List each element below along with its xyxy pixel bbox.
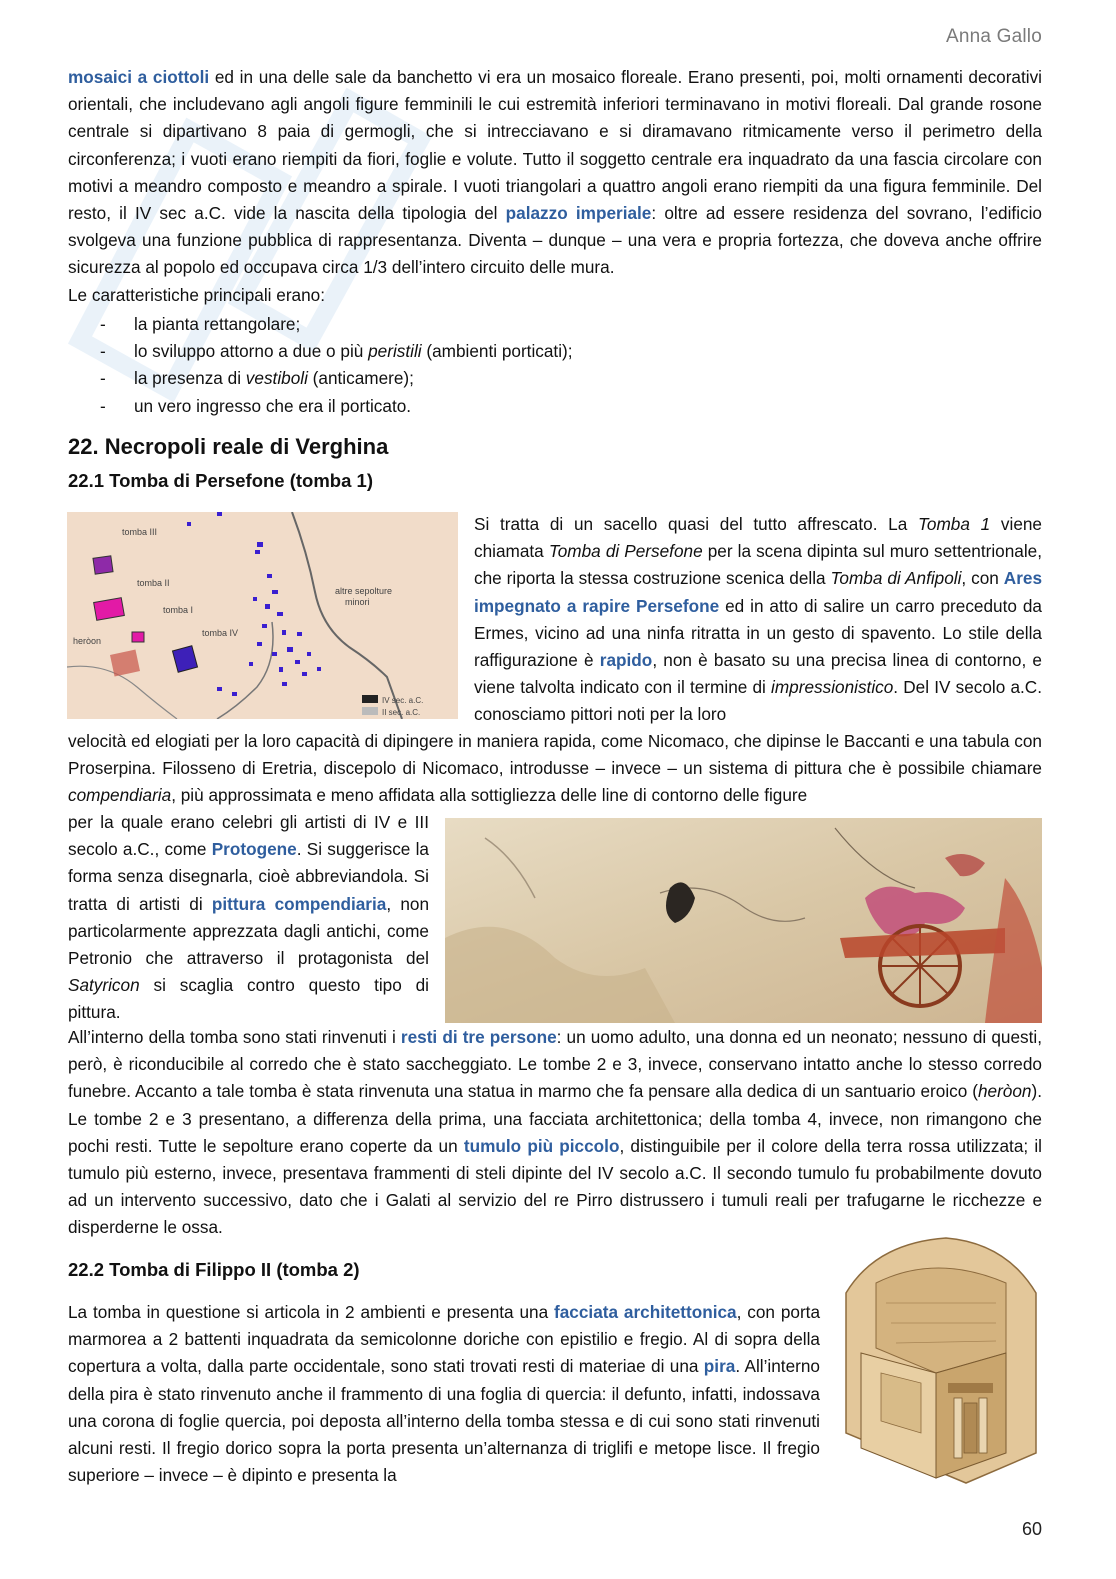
highlight-term: Ares impegnato a rapire Persefone xyxy=(474,568,1042,616)
text-run: , non è basato su una precisa linea di contorno, e viene talvolta indicato con il termine di xyxy=(474,650,1042,698)
highlight-term: pittura compendiaria xyxy=(211,893,387,914)
tomb-frieze xyxy=(948,1383,993,1393)
list-item xyxy=(100,311,900,338)
subsection-heading: 22.1 Tomba di Persefone (tomba 1) xyxy=(68,470,373,491)
text-run: . Del IV secolo a.C. conosciamo pittori noti per la loro xyxy=(474,677,1042,725)
text-run: si scaglia contro questo tipo di pittura. xyxy=(68,975,429,1023)
header-author: Anna Gallo xyxy=(945,26,1042,47)
section-heading: 22. Necropoli reale di Verghina xyxy=(68,434,389,459)
text-run: Si tratta di un sacello quasi del tutto affrescato. La xyxy=(474,514,919,534)
list-item xyxy=(100,338,900,365)
tomb-column xyxy=(954,1398,962,1458)
tomb-1-marker xyxy=(132,632,144,642)
text-run: . Si suggerisce la forma senza disegnarla, cioè abbreviandola. Si tratta di artisti di xyxy=(68,839,429,914)
persefone-paragraph-left-column xyxy=(68,809,429,1027)
text-run: viene chiamata xyxy=(474,514,1042,562)
text-run: : un uomo adulto, una donna ed un neonato; nessuno di questi, però, è riconducibile al corredo che è stato saccheggiato. Le tombe 2 e 3, invece, conservano intatto anche lo stesso corredo funebre. Accanto a tale tomba è stata rinvenuta una statua in marmo che fa pensare alla dedica di un santuario eroico ( xyxy=(68,1027,1042,1102)
italic-term: Tomba di Persefone xyxy=(548,541,703,562)
highlight-term: resti di tre persone xyxy=(400,1027,557,1047)
map-label-heroon: heròon xyxy=(73,636,102,646)
philip-tomb-paragraph xyxy=(68,1299,820,1489)
text-run: ). Le tombe 2 e 3 presentano, a differenza della prima, una facciata architettonica; della tomba 4, invece, non rimangono che pochi resti. Tutte le sepolture erano coperte da un xyxy=(68,1081,1042,1156)
text-run: lo sviluppo attorno a due o più xyxy=(134,341,369,362)
list-item-text: la pianta rettangolare; xyxy=(134,314,301,334)
map-label-tomba2: tomba II xyxy=(137,578,170,588)
text-run: (anticamere); xyxy=(307,368,414,389)
text-run: la presenza di xyxy=(134,368,246,389)
highlight-term: tumulo più piccolo xyxy=(463,1135,620,1156)
italic-term: Tomba di Anfipoli xyxy=(830,568,962,589)
tomb-philip-illustration xyxy=(836,1233,1042,1485)
italic-term: impressionistico xyxy=(771,677,894,698)
tomb-3-marker xyxy=(93,556,113,574)
persephone-fresco-figure xyxy=(445,818,1042,1023)
text-run: per la quale erano celebri gli artisti di IV e III secolo a.C., come xyxy=(68,812,429,860)
tomb-philip-illustration-figure xyxy=(836,1233,1042,1485)
highlight-term: pira xyxy=(703,1356,736,1377)
persefone-paragraph-full xyxy=(68,728,1042,810)
bullet-dash: - xyxy=(100,368,106,389)
text-run: Le caratteristiche principali erano: xyxy=(68,284,325,305)
intro-paragraph xyxy=(68,64,1042,309)
italic-term: Satyricon xyxy=(68,975,140,996)
legend-label-1: IV sec. a.C. xyxy=(382,696,424,705)
list-item-text: un vero ingresso che era il porticato. xyxy=(134,395,412,416)
text-run: per la scena dipinta sul muro settentrionale, che riporta la stessa costruzione scenica della xyxy=(474,541,1042,589)
text-run: , distinguibile per il colore della terra rossa utilizzata; il tumulo più esterno, invece, presentava frammenti di steli dipinte del IV secolo a.C. Il secondo tumulo fu probabilmente dovuto ad un intervento successivo, dato che i Galati al servizio del re Pirro distrussero i tumuli reali per trafugarne le ricchezze e disperderne le ossa. xyxy=(68,1135,1042,1238)
highlight-term: rapido xyxy=(599,650,653,671)
text-run: ed in una delle sale da banchetto vi era un mosaico floreale. Erano presenti, poi, molti ornamenti decorativi orientali, che includevano agli angoli figure femminili le cui estremità inferiori terminavano in motivi floreali. Dal grande rosone centrale si dipartivano 8 paia di germogli, che si intrecciavano e si diramavano ritmicamente verso il perimetro della circonferenza; i vuoti erano riempiti da fiori, foglie e volute. Tutto il soggetto centrale era inquadrato da una fascia circolare con motivi a meandro composto e meandro a spirale. I vuoti triangolari a quattro angoli erano riempiti da una figura femminile. Del resto, il IV sec a.C. vide la nascita della tipologia del xyxy=(68,67,1042,224)
text-run: . All’interno della pira è stato rinvenuto anche il frammento di una foglia di quercia: il defunto, infatti, indossava una corona di foglie quercia, poi deposta all’interno della tomba stessa e di cui sono stati rinvenuti alcuni resti. Il fregio dorico sopra la porta presenta un’alternanza di triglifi e metope lisce. Il fregio superiore – invece – è dipinto e presenta la xyxy=(68,1356,820,1486)
features-list xyxy=(100,311,900,420)
highlight-term: Protogene xyxy=(211,839,297,860)
map-label-tomba4: tomba IV xyxy=(202,628,239,638)
highlight-term: facciata architettonica xyxy=(554,1302,737,1322)
map-label-tomba1: tomba I xyxy=(163,605,194,615)
necropolis-map-figure xyxy=(67,512,458,719)
bullet-dash: - xyxy=(100,341,106,362)
italic-term: heròon xyxy=(977,1081,1032,1102)
map-label-tomba3: tomba III xyxy=(122,527,158,537)
text-run: (ambienti porticati); xyxy=(421,341,573,362)
text-run: La tomba in questione si articola in 2 ambienti e presenta una xyxy=(68,1302,555,1322)
persefone-paragraph-remains xyxy=(68,1024,1042,1242)
italic-term: vestiboli xyxy=(245,368,308,389)
persephone-fresco xyxy=(445,818,1042,1023)
list-item xyxy=(100,393,900,420)
tomb-door xyxy=(964,1403,977,1453)
highlight-term: palazzo imperiale xyxy=(505,203,652,224)
text-run: , non particolarmente apprezzata dagli antichi, come Petronio che attraverso il protagonista del xyxy=(68,893,430,969)
text-run: , con xyxy=(961,568,1004,589)
italic-term: compendiaria xyxy=(68,785,172,806)
list-item xyxy=(100,365,900,392)
legend-swatch-light xyxy=(362,707,378,715)
text-run: , più approssimata e meno affidata alla sottigliezza delle line di contorno delle figure xyxy=(171,785,808,806)
highlight-term: mosaici a ciottoli xyxy=(68,67,210,87)
text-run: velocità ed elogiati per la loro capacità di dipingere in maniera rapida, come Nicomaco, che dipinse le Baccanti e una tabula con Proserpina. Filosseno di Eretria, discepolo di Nicomaco, introdusse – invece – un sistema di pittura che è possibile chiamare xyxy=(68,731,1042,779)
persefone-paragraph-right xyxy=(474,511,1042,729)
text-run: , con porta marmorea a 2 battenti inquadrata da semicolonne doriche con epistilio e fregio. Al di sopra della copertura a volta, dalla parte occidentale, sono stati trovati resti di materiae di una xyxy=(68,1302,820,1377)
necropolis-map xyxy=(67,512,458,719)
text-run: : oltre ad essere residenza del sovrano, l’edificio svolgeva una funzione pubblica di rappresentanza. Diventa – dunque – una vera e propria fortezza, che doveva anche offrire sicurezza al popolo ed occupava circa 1/3 dell’intero circuito delle mura. xyxy=(68,203,1042,278)
bullet-dash: - xyxy=(100,314,106,334)
subsection-heading: 22.2 Tomba di Filippo II (tomba 2) xyxy=(68,1259,360,1280)
tomb-column xyxy=(979,1398,987,1453)
map-label-minori: minori xyxy=(345,597,370,607)
list-item-text xyxy=(134,365,414,392)
legend-label-2: II sec. a.C. xyxy=(382,708,421,717)
list-item-text xyxy=(134,338,573,365)
text-run: All’interno della tomba sono stati rinvenuti i xyxy=(68,1027,401,1047)
page-number: 60 xyxy=(1021,1519,1042,1539)
bullet-dash: - xyxy=(100,395,106,416)
text-run: ed in atto di salire un carro preceduto da Ermes, vicino ad una ninfa ritratta in un gesto di spavento. Lo stile della raffigurazione è xyxy=(474,595,1042,671)
italic-term: peristili xyxy=(368,341,422,362)
italic-term: Tomba 1 xyxy=(918,514,991,534)
legend-swatch-dark xyxy=(362,695,378,703)
map-label-altre: altre sepolture xyxy=(335,586,393,596)
